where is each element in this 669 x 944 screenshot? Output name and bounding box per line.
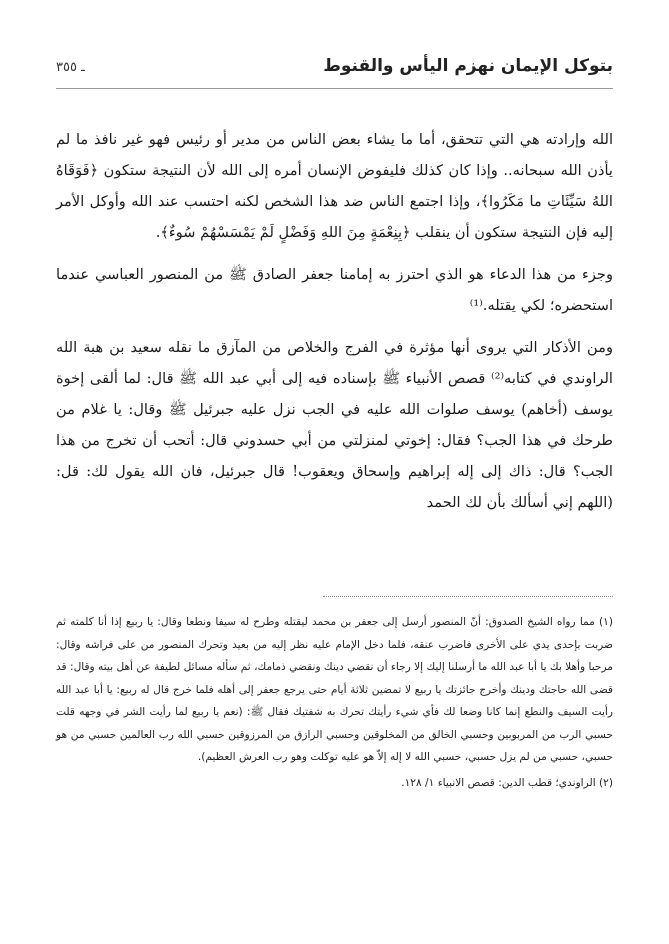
- footnotes: [56, 596, 613, 797]
- header-rule: [56, 88, 613, 89]
- footnote: (٢) الراوندي؛ قطب الدين: قصص الانبياء ١/ ١٢٨.: [401, 776, 613, 789]
- main-text: [56, 124, 613, 518]
- running-title: بتوكل الإيمان نهزم اليأس والقنوط: [323, 56, 613, 76]
- paragraph: ومن الأذكار التي يروى أنها مؤثرة في الفرج والخلاص من المآزق ما نقله سعيد بن هبة الله الراوندي في كتابه⁽²⁾ قصص الأنبياء ﷺ بإسناده فيه إلى أبي عبد الله ﷺ قال: لما ألقى إخوة يوسف (أخاهم) يوسف صلوات الله عليه في الجب نزل عليه جبرئيل ﷺ وقال: يا غلام من طرحك في هذا الجب؟ فقال: إخوتي لمنزلتي من أبي حسدوني قال: أتحب أن تخرج من هذا الجب؟ قال: ذاك إلى إله إبراهيم وإسحاق ويعقوب! قال جبرئيل، فان الله يقول لك: قل: (اللهم إني أسألك بأن لك الحمد: [56, 339, 613, 511]
- page-number: ـ ٣٥٥: [56, 60, 85, 75]
- footnote: (١) مما رواه الشيخ الصدوق: أنّ المنصور أرسل إلى جعفر بن محمد ليقتله وطرح له سيفا ونطعا وقال: يا ربيع إذا أنا كلمته ثم ضربت بإحدى يدي على الأخرى فاضرب عنقه، فلما دخل الإمام عليه نظر إليه من بعيد وتحرك المنصور من على فراشه وقال: مرحبا وأهلا بك يا أبا عبد الله ما أرسلنا إليك إلا رجاء أن نقضي دينك ونقضي ذمامك، ثم سأله مسائل لطيفة عن أهل بيته وقال: قد قضى الله حاجتك ودينك وأخرج جائزتك يا ربيع لا تمضين ثلاثة أيام حتى يرجع جعفر إلى أهله فلما خرج قال له ربيع: يا أبا عبد الله رأيت السيف والنطع إنما كانا وضعا لك فأي شيء رأيتك تحرك به شفتيك فقال ﷺ: (نعم يا ربيع لما رأيت الشر في وجهه قلت حسبي الرب من المربوبين وحسبي الخالق من المخلوقين وحسبي الرازق من المرزوقين حسبي الله رب العالمين حسبي من هو حسبي، حسبي من لم يزل حسبي، حسبي الله لا إله إلاّ هو عليه توكلت وهو رب العرش العظيم).: [56, 616, 613, 763]
- paragraph: الله وإرادته هي التي تتحقق، أما ما يشاء بعض الناس من مدير أو رئيس فهو غير نافذ ما لم يأذن الله سبحانه.. وإذا كان كذلك فليفوض الإنسان أمره إلى الله لأن النتيجة ستكون ﴿فَوَقَاهُ اللهُ سَيِّئَاتِ ما مَكَرُوا﴾، وإذا اجتمع الناس ضد هذا الشخص لكنه احتسب عند الله وأوكل الأمر إليه فإن النتيجة ستكون أن ينقلب ﴿بِنِعْمَةٍ مِنَ اللهِ وَفَضْلٍ لَمْ يَمْسَسْهُمْ سُوءٌ﴾.: [56, 131, 613, 241]
- footnote-separator: [323, 596, 613, 597]
- page-header: [56, 52, 613, 88]
- paragraph: وجزء من هذا الدعاء هو الذي احترز به إمامنا جعفر الصادق ﷺ من المنصور العباسي عندما استحضره؛ لكي يقتله.⁽¹⁾: [56, 266, 613, 314]
